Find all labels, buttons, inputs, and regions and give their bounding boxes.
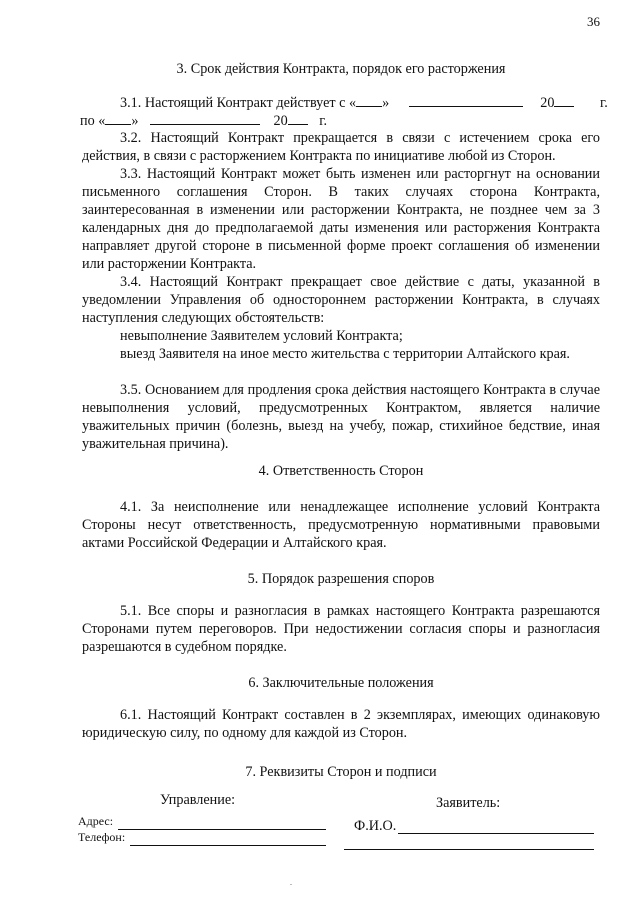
clause-3-4-item-1: невыполнение Заявителем условий Контракта;	[120, 328, 403, 344]
left-party-label: Управление:	[160, 792, 236, 808]
day-blank-end[interactable]	[105, 111, 131, 125]
clause-5-1: 5.1. Все споры и разногласия в рамках настоящего Контракта разрешаются Сторонами путем переговоров. При недостижении согласия споры и разногласия разрешаются в судебном порядке.	[82, 603, 600, 655]
address-field[interactable]	[118, 829, 326, 830]
year-blank-start[interactable]	[554, 93, 574, 107]
year-suffix-start: г.	[599, 95, 608, 111]
address-label: Адрес:	[78, 814, 114, 828]
phone-field[interactable]	[130, 845, 326, 846]
fio-field[interactable]	[398, 833, 594, 834]
to-label: по «	[80, 113, 106, 129]
right-party-label: Заявитель:	[436, 795, 501, 811]
day-blank-start[interactable]	[356, 93, 382, 107]
clause-3-1-line-2	[80, 111, 598, 129]
clause-3-2: 3.2. Настоящий Контракт прекращается в связи с истечением срока его действия, в связи с расторжением Контракта по инициативе любой из Сторон.	[82, 130, 600, 164]
section-5-title: 5. Порядок разрешения споров	[247, 571, 435, 587]
signature-field[interactable]	[344, 849, 594, 850]
clause-3-1-text: 3.1. Настоящий Контракт действует с «	[120, 95, 357, 111]
clause-3-1-line-1	[82, 93, 608, 111]
clause-4-1: 4.1. За неисполнение или ненадлежащее исполнение условий Контракта Стороны несут ответственность, предусмотренную нормативными правовыми актами Российской Федерации и Алтайского края.	[82, 499, 600, 551]
clause-3-4: 3.4. Настоящий Контракт прекращает свое действие с даты, указанной в уведомлении Управления об одностороннем расторжении Контракта, в случаях наступления следующих обстоятельств:	[82, 274, 600, 326]
section-3-title: 3. Срок действия Контракта, порядок его расторжения	[176, 61, 506, 77]
close-quote-end: »	[131, 113, 139, 129]
clause-3-3: 3.3. Настоящий Контракт может быть изменен или расторгнут на основании письменного соглашения Сторон. В таких случаях сторона Контракта, заинтересованная в изменении или расторжении Контракта, не позднее чем за 3 календарных дня до предполагаемой даты изменения или расторжения Контракта направляет другой стороне в письменной форме проект соглашения об изменении или расторжении Контракта.	[82, 166, 600, 272]
year-suffix-end: г.	[319, 113, 328, 129]
month-blank-start[interactable]	[409, 93, 523, 107]
fio-label: Ф.И.О.	[354, 818, 397, 834]
section-4-title: 4. Ответственность Сторон	[258, 463, 424, 479]
clause-6-1: 6.1. Настоящий Контракт составлен в 2 экземплярах, имеющих одинаковую юридическую силу, по одному для каждой из Сторон.	[82, 707, 600, 741]
phone-label: Телефон:	[78, 830, 126, 844]
section-7-title: 7. Реквизиты Сторон и подписи	[245, 764, 437, 780]
month-blank-end[interactable]	[150, 111, 260, 125]
year-prefix-start: 20	[540, 95, 555, 111]
year-prefix-end: 20	[273, 113, 288, 129]
close-quote: »	[382, 95, 390, 111]
year-blank-end[interactable]	[288, 111, 308, 125]
clause-3-4-item-2: выезд Заявителя на иное место жительства с территории Алтайского края.	[120, 346, 570, 362]
section-6-title: 6. Заключительные положения	[248, 675, 434, 691]
page-number: 36	[587, 14, 600, 29]
clause-3-5: 3.5. Основанием для продления срока действия настоящего Контракта в случае невыполнения условий, предусмотренных Контрактом, является наличие уважительных причин (болезнь, выезд на учебу, пожар, стихийное бедствие, иная уважительная причина).	[82, 382, 600, 452]
scan-dot	[290, 884, 292, 885]
